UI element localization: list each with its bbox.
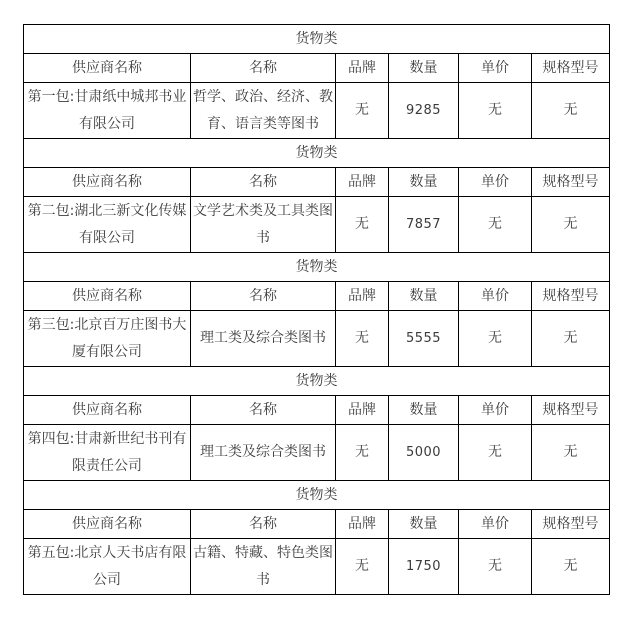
col-header-quantity: 数量 bbox=[389, 396, 459, 425]
col-header-supplier: 供应商名称 bbox=[24, 396, 191, 425]
package-section-1 bbox=[24, 25, 610, 139]
col-header-name: 名称 bbox=[191, 510, 336, 539]
col-header-spec: 规格型号 bbox=[532, 168, 610, 197]
col-header-brand: 品牌 bbox=[336, 54, 389, 83]
category-row bbox=[24, 139, 610, 168]
col-header-unit-price: 单价 bbox=[459, 54, 532, 83]
category-row bbox=[24, 253, 610, 282]
brand-cell: 无 bbox=[336, 425, 389, 481]
spec-cell: 无 bbox=[532, 311, 610, 367]
supplier-cell: 第三包:北京百万庄图书大厦有限公司 bbox=[24, 311, 191, 367]
package-section-4 bbox=[24, 367, 610, 481]
brand-cell: 无 bbox=[336, 311, 389, 367]
col-header-spec: 规格型号 bbox=[532, 282, 610, 311]
quantity-cell: 5555 bbox=[389, 311, 459, 367]
column-header-row bbox=[24, 510, 610, 539]
supplier-cell: 第一包:甘肃纸中城邦书业有限公司 bbox=[24, 83, 191, 139]
col-header-supplier: 供应商名称 bbox=[24, 282, 191, 311]
brand-cell: 无 bbox=[336, 197, 389, 253]
col-header-unit-price: 单价 bbox=[459, 168, 532, 197]
brand-cell: 无 bbox=[336, 539, 389, 595]
table-row bbox=[24, 311, 610, 367]
col-header-spec: 规格型号 bbox=[532, 396, 610, 425]
quantity-cell: 9285 bbox=[389, 83, 459, 139]
col-header-supplier: 供应商名称 bbox=[24, 168, 191, 197]
col-header-name: 名称 bbox=[191, 54, 336, 83]
goods-name-cell: 文学艺术类及工具类图书 bbox=[191, 197, 336, 253]
col-header-supplier: 供应商名称 bbox=[24, 510, 191, 539]
supplier-cell: 第二包:湖北三新文化传媒有限公司 bbox=[24, 197, 191, 253]
quantity-cell: 5000 bbox=[389, 425, 459, 481]
col-header-supplier: 供应商名称 bbox=[24, 54, 191, 83]
unit-price-cell: 无 bbox=[459, 83, 532, 139]
table-row bbox=[24, 425, 610, 481]
category-row bbox=[24, 367, 610, 396]
category-label: 货物类 bbox=[24, 139, 610, 168]
category-row bbox=[24, 481, 610, 510]
col-header-quantity: 数量 bbox=[389, 54, 459, 83]
table-row bbox=[24, 83, 610, 139]
col-header-brand: 品牌 bbox=[336, 282, 389, 311]
supplier-cell: 第五包:北京人天书店有限公司 bbox=[24, 539, 191, 595]
quantity-cell: 1750 bbox=[389, 539, 459, 595]
col-header-name: 名称 bbox=[191, 282, 336, 311]
spec-cell: 无 bbox=[532, 539, 610, 595]
col-header-unit-price: 单价 bbox=[459, 282, 532, 311]
col-header-brand: 品牌 bbox=[336, 510, 389, 539]
col-header-quantity: 数量 bbox=[389, 282, 459, 311]
category-label: 货物类 bbox=[24, 25, 610, 54]
column-header-row bbox=[24, 282, 610, 311]
unit-price-cell: 无 bbox=[459, 311, 532, 367]
unit-price-cell: 无 bbox=[459, 197, 532, 253]
col-header-name: 名称 bbox=[191, 396, 336, 425]
package-section-2 bbox=[24, 139, 610, 253]
col-header-unit-price: 单价 bbox=[459, 396, 532, 425]
category-label: 货物类 bbox=[24, 481, 610, 510]
col-header-quantity: 数量 bbox=[389, 168, 459, 197]
col-header-spec: 规格型号 bbox=[532, 54, 610, 83]
spec-cell: 无 bbox=[532, 197, 610, 253]
goods-name-cell: 古籍、特藏、特色类图书 bbox=[191, 539, 336, 595]
category-label: 货物类 bbox=[24, 253, 610, 282]
col-header-unit-price: 单价 bbox=[459, 510, 532, 539]
column-header-row bbox=[24, 168, 610, 197]
col-header-brand: 品牌 bbox=[336, 396, 389, 425]
spec-cell: 无 bbox=[532, 425, 610, 481]
goods-name-cell: 理工类及综合类图书 bbox=[191, 311, 336, 367]
unit-price-cell: 无 bbox=[459, 539, 532, 595]
col-header-name: 名称 bbox=[191, 168, 336, 197]
unit-price-cell: 无 bbox=[459, 425, 532, 481]
column-header-row bbox=[24, 396, 610, 425]
table-row bbox=[24, 197, 610, 253]
goods-name-cell: 哲学、政治、经济、教育、语言类等图书 bbox=[191, 83, 336, 139]
package-section-5 bbox=[24, 481, 610, 595]
table-row bbox=[24, 539, 610, 595]
col-header-quantity: 数量 bbox=[389, 510, 459, 539]
goods-name-cell: 理工类及综合类图书 bbox=[191, 425, 336, 481]
col-header-brand: 品牌 bbox=[336, 168, 389, 197]
category-row bbox=[24, 25, 610, 54]
category-label: 货物类 bbox=[24, 367, 610, 396]
spec-cell: 无 bbox=[532, 83, 610, 139]
package-section-3 bbox=[24, 253, 610, 367]
brand-cell: 无 bbox=[336, 83, 389, 139]
quantity-cell: 7857 bbox=[389, 197, 459, 253]
column-header-row bbox=[24, 54, 610, 83]
goods-table bbox=[23, 24, 610, 595]
col-header-spec: 规格型号 bbox=[532, 510, 610, 539]
supplier-cell: 第四包:甘肃新世纪书刊有限责任公司 bbox=[24, 425, 191, 481]
